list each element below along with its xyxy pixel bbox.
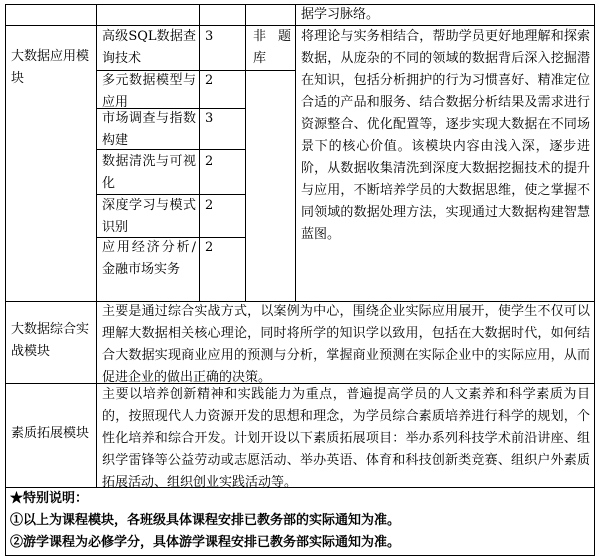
col-divider [295, 4, 296, 301]
course-type: 非题库 [253, 29, 291, 66]
module-description: 主要以培养创新精神和实践能力为重点，普遍提高学员的人文素养和科学素质为目的，按照现代人力资源开发的思想和理念，为学员综合素质培养进行科学的规划，个性化培养和综合开发。计划开设以下素质拓展项目：举办系列科技学术前沿讲座、组织学雷锋等公益劳动或志愿活动、举办英语、体育和科技创新类竞赛、组织户外素质拓展活动、组织创业实践活动等。 [102, 387, 590, 490]
course-credits: 3 [205, 29, 214, 44]
course-credits: 3 [205, 111, 214, 126]
course-table [5, 4, 595, 556]
module-name-quality: 素质拓展模块 [11, 426, 90, 441]
course-name: 高级SQL数据查询技术 [102, 29, 196, 66]
module-description: 主要是通过综合实战方式，以案例为中心，围绕企业实际应用展开，使学生不仅可以理解大数据相关核心理论，同时将所学的知识学以致用，包括在大数据时代，如何结合大数据实现商业应用的预测与分析，掌握商业预测在实际企业中的实际应用，从而促进企业的做出正确的决策。 [102, 304, 590, 385]
course-credits: 2 [205, 154, 214, 169]
note-item: ②游学课程为必修学分，具体游学课程安排已教务部实际通知为准。 [10, 535, 401, 550]
col-divider [96, 4, 97, 487]
course-name: 深度学习与模式识别 [102, 198, 196, 235]
course-credits: 2 [205, 240, 214, 255]
col-divider [245, 4, 246, 301]
course-name: 应用经济分析/金融市场实务 [102, 240, 196, 277]
course-credits: 2 [205, 198, 214, 213]
module-description: 将理论与实务相结合，帮助学员更好地理解和探索数据，从庞杂的不同的领域的数据背后深入挖掘潜在知识，包括分析拥护的行为习惯喜好、精准定位合适的产品和服务、结合数据分析结果及需求进行资源整合、优化配置等，逐步实现大数据在不同场景下的核心价值。该模块内容由浅入深，逐步进阶，从数据收集清洗到深度大数据挖掘技术的提升与应用，不断培养学员的大数据思维，使之掌握不同领域的数据处理方法，实现通过大数据构建智慧蓝图。 [301, 29, 590, 242]
top-row-text: 据学习脉络。 [301, 7, 380, 22]
notes-title: ★特别说明： [10, 491, 89, 506]
module-name-bigdata-app: 大数据应用模块 [11, 49, 90, 86]
course-credits: 2 [205, 73, 214, 88]
course-name: 数据清洗与可视化 [102, 154, 196, 191]
module-name-bigdata-practice: 大数据综合实战模块 [11, 322, 90, 359]
col-divider [199, 4, 200, 301]
course-name: 市场调查与指数构建 [102, 111, 196, 148]
note-item: ①以上为课程模块，各班级具体课程安排已教务部的实际通知为准。 [10, 513, 401, 528]
course-name: 多元数据模型与应用 [102, 73, 196, 110]
